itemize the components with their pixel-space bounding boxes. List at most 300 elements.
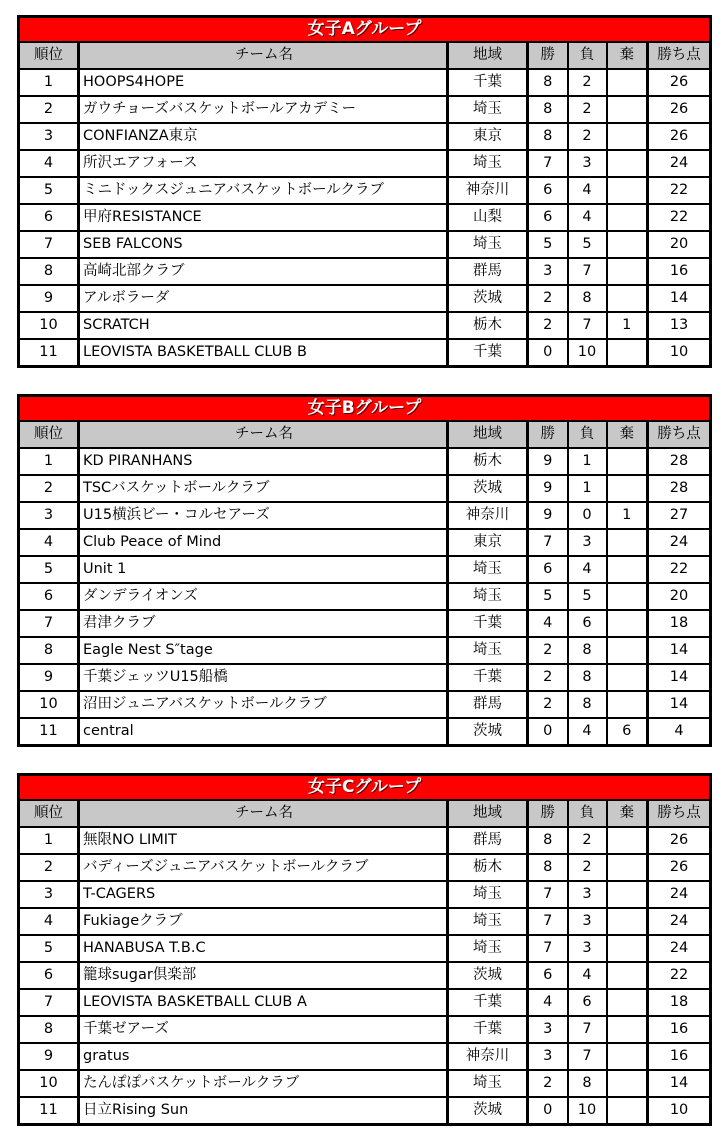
area-cell: 東京: [448, 529, 528, 556]
forfeits-cell: [607, 231, 648, 258]
table-row: [19, 637, 711, 664]
wins-cell: 6: [528, 204, 568, 231]
forfeits-cell: [607, 989, 648, 1016]
header-area: 地域: [448, 42, 528, 69]
forfeits-cell: [607, 1016, 648, 1043]
rank-cell: 2: [19, 475, 79, 502]
wins-cell: 0: [528, 718, 568, 746]
rank-cell: 1: [19, 69, 79, 96]
column-header-row: [19, 421, 711, 448]
points-cell: 24: [648, 935, 711, 962]
points-cell: 10: [648, 339, 711, 367]
group-standings: [17, 394, 709, 747]
losses-cell: 10: [568, 339, 607, 367]
header-points: 勝ち点: [648, 421, 711, 448]
losses-cell: 3: [568, 935, 607, 962]
area-cell: 千葉: [448, 989, 528, 1016]
points-cell: 26: [648, 69, 711, 96]
standings-table: [17, 15, 712, 368]
forfeits-cell: 1: [607, 312, 648, 339]
area-cell: 群馬: [448, 691, 528, 718]
losses-cell: 7: [568, 312, 607, 339]
table-row: [19, 448, 711, 475]
team-name-cell: SCRATCH: [79, 312, 448, 339]
wins-cell: 8: [528, 96, 568, 123]
header-points: 勝ち点: [648, 42, 711, 69]
table-row: [19, 827, 711, 854]
forfeits-cell: 6: [607, 718, 648, 746]
losses-cell: 4: [568, 718, 607, 746]
wins-cell: 7: [528, 150, 568, 177]
header-team: チーム名: [79, 42, 448, 69]
losses-cell: 2: [568, 123, 607, 150]
points-cell: 10: [648, 1097, 711, 1125]
forfeits-cell: [607, 583, 648, 610]
losses-cell: 5: [568, 583, 607, 610]
rank-cell: 4: [19, 908, 79, 935]
table-row: [19, 96, 711, 123]
table-row: [19, 610, 711, 637]
table-row: [19, 1070, 711, 1097]
table-row: [19, 908, 711, 935]
team-name-cell: たんぽぽバスケットボールクラブ: [79, 1070, 448, 1097]
points-cell: 24: [648, 881, 711, 908]
losses-cell: 6: [568, 989, 607, 1016]
losses-cell: 7: [568, 258, 607, 285]
rank-cell: 9: [19, 1043, 79, 1070]
wins-cell: 7: [528, 881, 568, 908]
team-name-cell: 沼田ジュニアバスケットボールクラブ: [79, 691, 448, 718]
points-cell: 26: [648, 827, 711, 854]
team-name-cell: gratus: [79, 1043, 448, 1070]
wins-cell: 7: [528, 935, 568, 962]
rank-cell: 10: [19, 312, 79, 339]
header-rank: 順位: [19, 800, 79, 827]
points-cell: 27: [648, 502, 711, 529]
header-team: チーム名: [79, 800, 448, 827]
points-cell: 22: [648, 556, 711, 583]
losses-cell: 1: [568, 448, 607, 475]
standings-body: [19, 69, 711, 367]
points-cell: 14: [648, 664, 711, 691]
column-header-row: [19, 42, 711, 69]
table-row: [19, 691, 711, 718]
team-name-cell: 日立Rising Sun: [79, 1097, 448, 1125]
area-cell: 千葉: [448, 1016, 528, 1043]
forfeits-cell: [607, 935, 648, 962]
wins-cell: 6: [528, 556, 568, 583]
area-cell: 茨城: [448, 962, 528, 989]
area-cell: 千葉: [448, 664, 528, 691]
rank-cell: 5: [19, 935, 79, 962]
points-cell: 28: [648, 475, 711, 502]
rank-cell: 10: [19, 691, 79, 718]
team-name-cell: LEOVISTA BASKETBALL CLUB B: [79, 339, 448, 367]
rank-cell: 1: [19, 448, 79, 475]
area-cell: 埼玉: [448, 150, 528, 177]
forfeits-cell: [607, 339, 648, 367]
points-cell: 14: [648, 691, 711, 718]
team-name-cell: 無限NO LIMIT: [79, 827, 448, 854]
wins-cell: 3: [528, 1043, 568, 1070]
area-cell: 埼玉: [448, 556, 528, 583]
losses-cell: 8: [568, 1070, 607, 1097]
header-wins: 勝: [528, 42, 568, 69]
points-cell: 24: [648, 529, 711, 556]
team-name-cell: 君津クラブ: [79, 610, 448, 637]
rank-cell: 2: [19, 96, 79, 123]
forfeits-cell: [607, 881, 648, 908]
table-row: [19, 664, 711, 691]
wins-cell: 5: [528, 231, 568, 258]
table-row: [19, 204, 711, 231]
table-row: [19, 258, 711, 285]
group-title: 女子Aグループ: [19, 17, 711, 43]
area-cell: 茨城: [448, 475, 528, 502]
wins-cell: 8: [528, 69, 568, 96]
points-cell: 24: [648, 908, 711, 935]
team-name-cell: ミニドックスジュニアバスケットボールクラブ: [79, 177, 448, 204]
points-cell: 18: [648, 989, 711, 1016]
forfeits-cell: [607, 691, 648, 718]
team-name-cell: Fukiageクラブ: [79, 908, 448, 935]
area-cell: 千葉: [448, 69, 528, 96]
rank-cell: 9: [19, 285, 79, 312]
standings-body: [19, 448, 711, 746]
header-losses: 負: [568, 42, 607, 69]
table-row: [19, 854, 711, 881]
wins-cell: 9: [528, 502, 568, 529]
table-row: [19, 69, 711, 96]
area-cell: 群馬: [448, 827, 528, 854]
rank-cell: 3: [19, 502, 79, 529]
table-row: [19, 502, 711, 529]
points-cell: 22: [648, 177, 711, 204]
table-row: [19, 989, 711, 1016]
team-name-cell: 甲府RESISTANCE: [79, 204, 448, 231]
forfeits-cell: [607, 610, 648, 637]
group-standings: [17, 15, 709, 368]
losses-cell: 8: [568, 637, 607, 664]
area-cell: 埼玉: [448, 96, 528, 123]
group-standings: [17, 773, 709, 1126]
header-team: チーム名: [79, 421, 448, 448]
header-forfeits: 棄: [607, 421, 648, 448]
wins-cell: 2: [528, 285, 568, 312]
wins-cell: 0: [528, 1097, 568, 1125]
forfeits-cell: [607, 556, 648, 583]
area-cell: 埼玉: [448, 908, 528, 935]
rank-cell: 7: [19, 610, 79, 637]
table-row: [19, 718, 711, 746]
wins-cell: 7: [528, 529, 568, 556]
team-name-cell: 所沢エアフォース: [79, 150, 448, 177]
forfeits-cell: [607, 150, 648, 177]
points-cell: 13: [648, 312, 711, 339]
table-row: [19, 962, 711, 989]
losses-cell: 1: [568, 475, 607, 502]
forfeits-cell: [607, 285, 648, 312]
wins-cell: 5: [528, 583, 568, 610]
team-name-cell: Eagle Nest S″tage: [79, 637, 448, 664]
team-name-cell: ダンデライオンズ: [79, 583, 448, 610]
table-row: [19, 556, 711, 583]
wins-cell: 8: [528, 854, 568, 881]
points-cell: 22: [648, 204, 711, 231]
team-name-cell: 籠球sugar倶楽部: [79, 962, 448, 989]
table-row: [19, 123, 711, 150]
rank-cell: 7: [19, 231, 79, 258]
wins-cell: 8: [528, 123, 568, 150]
area-cell: 栃木: [448, 448, 528, 475]
losses-cell: 8: [568, 664, 607, 691]
rank-cell: 11: [19, 339, 79, 367]
wins-cell: 7: [528, 908, 568, 935]
points-cell: 22: [648, 962, 711, 989]
area-cell: 茨城: [448, 285, 528, 312]
points-cell: 26: [648, 123, 711, 150]
wins-cell: 0: [528, 339, 568, 367]
wins-cell: 2: [528, 312, 568, 339]
team-name-cell: 高崎北部クラブ: [79, 258, 448, 285]
forfeits-cell: [607, 827, 648, 854]
forfeits-cell: [607, 123, 648, 150]
rank-cell: 7: [19, 989, 79, 1016]
team-name-cell: LEOVISTA BASKETBALL CLUB A: [79, 989, 448, 1016]
losses-cell: 3: [568, 908, 607, 935]
team-name-cell: 千葉ゼアーズ: [79, 1016, 448, 1043]
area-cell: 茨城: [448, 718, 528, 746]
table-row: [19, 285, 711, 312]
group-title: 女子Cグループ: [19, 775, 711, 801]
area-cell: 埼玉: [448, 1070, 528, 1097]
team-name-cell: バディーズジュニアバスケットボールクラブ: [79, 854, 448, 881]
team-name-cell: CONFIANZA東京: [79, 123, 448, 150]
table-row: [19, 1043, 711, 1070]
column-header-row: [19, 800, 711, 827]
losses-cell: 4: [568, 962, 607, 989]
team-name-cell: TSCバスケットボールクラブ: [79, 475, 448, 502]
wins-cell: 8: [528, 827, 568, 854]
losses-cell: 2: [568, 854, 607, 881]
area-cell: 神奈川: [448, 502, 528, 529]
table-row: [19, 1097, 711, 1125]
forfeits-cell: [607, 529, 648, 556]
points-cell: 28: [648, 448, 711, 475]
area-cell: 埼玉: [448, 881, 528, 908]
area-cell: 東京: [448, 123, 528, 150]
table-row: [19, 339, 711, 367]
losses-cell: 10: [568, 1097, 607, 1125]
area-cell: 茨城: [448, 1097, 528, 1125]
losses-cell: 8: [568, 691, 607, 718]
table-row: [19, 312, 711, 339]
team-name-cell: Club Peace of Mind: [79, 529, 448, 556]
rank-cell: 5: [19, 556, 79, 583]
losses-cell: 4: [568, 204, 607, 231]
losses-cell: 4: [568, 177, 607, 204]
area-cell: 埼玉: [448, 935, 528, 962]
header-forfeits: 棄: [607, 800, 648, 827]
wins-cell: 2: [528, 1070, 568, 1097]
area-cell: 山梨: [448, 204, 528, 231]
points-cell: 20: [648, 583, 711, 610]
losses-cell: 2: [568, 69, 607, 96]
table-row: [19, 150, 711, 177]
table-row: [19, 231, 711, 258]
standings-body: [19, 827, 711, 1125]
wins-cell: 3: [528, 1016, 568, 1043]
table-row: [19, 935, 711, 962]
team-name-cell: HANABUSA T.B.C: [79, 935, 448, 962]
losses-cell: 3: [568, 529, 607, 556]
header-wins: 勝: [528, 421, 568, 448]
forfeits-cell: [607, 69, 648, 96]
points-cell: 4: [648, 718, 711, 746]
team-name-cell: U15横浜ビー・コルセアーズ: [79, 502, 448, 529]
points-cell: 14: [648, 285, 711, 312]
table-row: [19, 475, 711, 502]
forfeits-cell: [607, 448, 648, 475]
points-cell: 14: [648, 637, 711, 664]
forfeits-cell: [607, 1043, 648, 1070]
rank-cell: 9: [19, 664, 79, 691]
area-cell: 栃木: [448, 312, 528, 339]
forfeits-cell: [607, 258, 648, 285]
wins-cell: 6: [528, 177, 568, 204]
area-cell: 埼玉: [448, 231, 528, 258]
rank-cell: 4: [19, 529, 79, 556]
rank-cell: 1: [19, 827, 79, 854]
rank-cell: 5: [19, 177, 79, 204]
wins-cell: 2: [528, 664, 568, 691]
wins-cell: 3: [528, 258, 568, 285]
header-rank: 順位: [19, 421, 79, 448]
team-name-cell: アルボラーダ: [79, 285, 448, 312]
forfeits-cell: [607, 908, 648, 935]
forfeits-cell: [607, 177, 648, 204]
header-area: 地域: [448, 800, 528, 827]
rank-cell: 6: [19, 204, 79, 231]
team-name-cell: T-CAGERS: [79, 881, 448, 908]
rank-cell: 6: [19, 583, 79, 610]
points-cell: 18: [648, 610, 711, 637]
team-name-cell: ガウチョーズバスケットボールアカデミー: [79, 96, 448, 123]
area-cell: 埼玉: [448, 637, 528, 664]
area-cell: 神奈川: [448, 1043, 528, 1070]
points-cell: 20: [648, 231, 711, 258]
losses-cell: 3: [568, 881, 607, 908]
table-row: [19, 1016, 711, 1043]
losses-cell: 4: [568, 556, 607, 583]
rank-cell: 4: [19, 150, 79, 177]
table-row: [19, 177, 711, 204]
header-rank: 順位: [19, 42, 79, 69]
losses-cell: 8: [568, 285, 607, 312]
points-cell: 16: [648, 1043, 711, 1070]
standings-table: [17, 394, 712, 747]
wins-cell: 2: [528, 691, 568, 718]
rank-cell: 11: [19, 718, 79, 746]
losses-cell: 2: [568, 96, 607, 123]
wins-cell: 2: [528, 637, 568, 664]
points-cell: 14: [648, 1070, 711, 1097]
table-row: [19, 529, 711, 556]
header-losses: 負: [568, 421, 607, 448]
forfeits-cell: [607, 962, 648, 989]
rank-cell: 3: [19, 123, 79, 150]
rank-cell: 2: [19, 854, 79, 881]
header-area: 地域: [448, 421, 528, 448]
team-name-cell: KD PIRANHANS: [79, 448, 448, 475]
area-cell: 群馬: [448, 258, 528, 285]
team-name-cell: 千葉ジェッツU15船橋: [79, 664, 448, 691]
points-cell: 26: [648, 854, 711, 881]
forfeits-cell: [607, 664, 648, 691]
points-cell: 26: [648, 96, 711, 123]
forfeits-cell: [607, 637, 648, 664]
group-title: 女子Bグループ: [19, 396, 711, 422]
points-cell: 16: [648, 1016, 711, 1043]
header-wins: 勝: [528, 800, 568, 827]
wins-cell: 9: [528, 475, 568, 502]
area-cell: 神奈川: [448, 177, 528, 204]
points-cell: 16: [648, 258, 711, 285]
wins-cell: 4: [528, 610, 568, 637]
team-name-cell: Unit 1: [79, 556, 448, 583]
losses-cell: 5: [568, 231, 607, 258]
forfeits-cell: 1: [607, 502, 648, 529]
losses-cell: 3: [568, 150, 607, 177]
losses-cell: 6: [568, 610, 607, 637]
rank-cell: 8: [19, 1016, 79, 1043]
rank-cell: 10: [19, 1070, 79, 1097]
area-cell: 千葉: [448, 610, 528, 637]
rank-cell: 8: [19, 637, 79, 664]
forfeits-cell: [607, 475, 648, 502]
team-name-cell: central: [79, 718, 448, 746]
wins-cell: 6: [528, 962, 568, 989]
standings-table: [17, 773, 712, 1126]
rank-cell: 8: [19, 258, 79, 285]
header-losses: 負: [568, 800, 607, 827]
losses-cell: 7: [568, 1043, 607, 1070]
forfeits-cell: [607, 1070, 648, 1097]
header-forfeits: 棄: [607, 42, 648, 69]
header-points: 勝ち点: [648, 800, 711, 827]
team-name-cell: SEB FALCONS: [79, 231, 448, 258]
forfeits-cell: [607, 1097, 648, 1125]
losses-cell: 2: [568, 827, 607, 854]
rank-cell: 6: [19, 962, 79, 989]
forfeits-cell: [607, 96, 648, 123]
area-cell: 千葉: [448, 339, 528, 367]
area-cell: 埼玉: [448, 583, 528, 610]
forfeits-cell: [607, 854, 648, 881]
losses-cell: 7: [568, 1016, 607, 1043]
forfeits-cell: [607, 204, 648, 231]
team-name-cell: HOOPS4HOPE: [79, 69, 448, 96]
rank-cell: 11: [19, 1097, 79, 1125]
wins-cell: 9: [528, 448, 568, 475]
table-row: [19, 881, 711, 908]
table-row: [19, 583, 711, 610]
area-cell: 栃木: [448, 854, 528, 881]
wins-cell: 4: [528, 989, 568, 1016]
points-cell: 24: [648, 150, 711, 177]
rank-cell: 3: [19, 881, 79, 908]
losses-cell: 0: [568, 502, 607, 529]
